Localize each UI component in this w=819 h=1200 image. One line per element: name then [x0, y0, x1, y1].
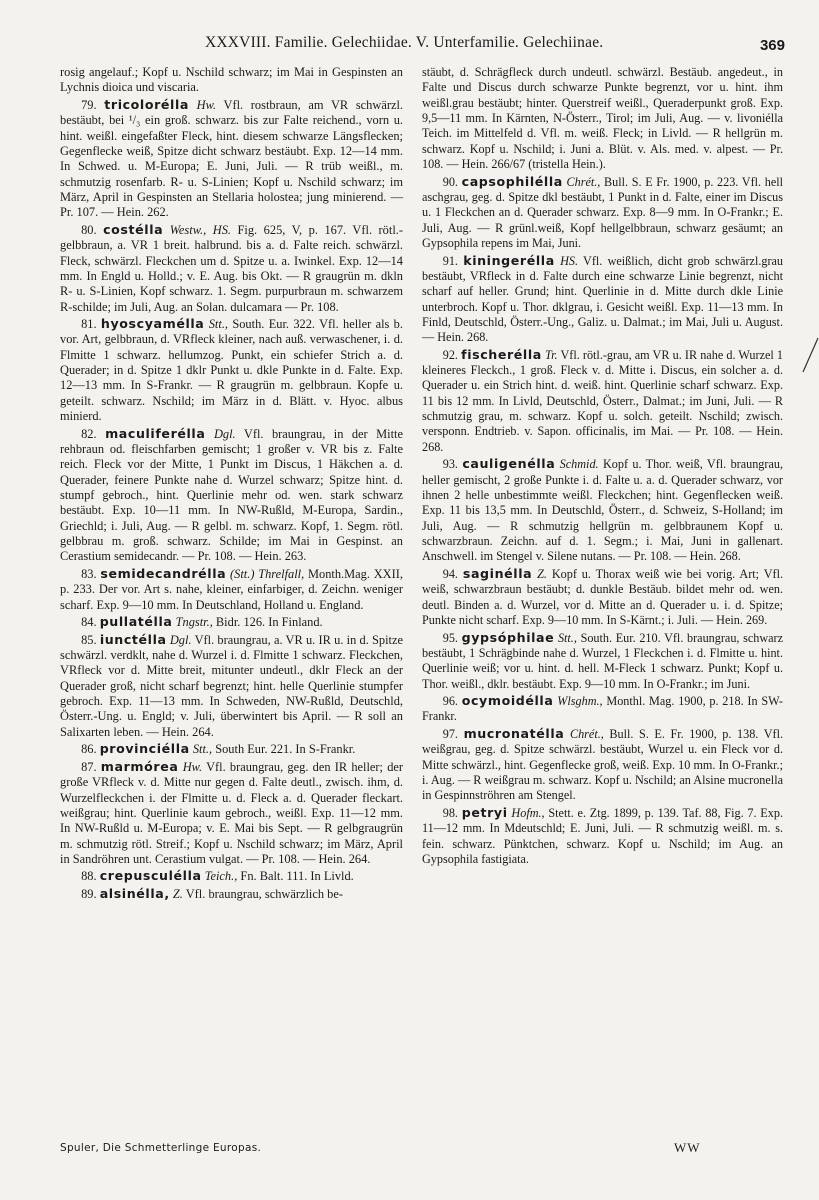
entry-description: Fig. 625, V, p. 167. Vfl. rötl.-gelbbraun, a. VR 1 breit. halbrund. bis a. d. Falte reich. schwärzl. Fleck, schwärzl. Fleckchen um d. Spitze u. a. Iwinkel. Exp. 12—14 mm. In Engld u. Holld.; v. E. Aug. bis Okt. — R graugrün m. dkln R- u. S-Linien, Kopf schwarz. 1. Segm. purpurbraun m. schwarzem R-schilde; im Juli, Aug. an Solan. dulcamara — Pr. 108. — [60, 222, 403, 314]
species-name: mucronatélla — [463, 725, 565, 741]
species-entry — [60, 632, 403, 740]
species-entry — [422, 174, 783, 252]
footer-credit: Spuler, Die Schmetterlinge Europas. — [60, 1142, 262, 1154]
author-citation: Tr. — [545, 347, 558, 362]
species-entry — [422, 253, 783, 346]
entry-description: Vfl. braungrau, in der Mitte rehbraun od. fleischfarben gemischt; 1 großer v. VR bis z. Falte reich. Fleck vor der Mitte, 1 Punkt im Discus, 1 Häkchen a. d. Querader, feinere Punkte nahe d. Wurzel schwarz; Spitze hint. d. stumpf gebroch., hint. Querlinie mehr od. wen. stark schwarz bestäubt. Exp. 10—11 mm. In NW-Rußld, M-Europa, Sardin., Griechld; i. Juli, Aug. — R gelbl. m. schwarz. Kopf, 1. Segm. rötl. gelbbrau m. groß. schwarz. Schilde; im Mai in Gespinst. an Cerastium semidecandr. — Pr. 108. — Hein. 263. — [60, 426, 404, 564]
author-citation: (Stt.) Threlfall, — [230, 566, 305, 581]
entry-number: 87. — [81, 759, 97, 774]
species-name: fischerélla — [461, 346, 542, 362]
entry-number: 98. — [442, 805, 458, 820]
species-name: tricolorélla — [104, 96, 189, 112]
author-citation: Wlsghm., — [557, 694, 603, 709]
author-citation: Stt., — [557, 630, 577, 645]
entry-description: Kopf u. Thorax weiß wie bei vorig. Art; Vfl. weiß, schwarzbraun bestäubt; d. dunkle Bestäub. bildet mehr od. wen. deutl. Binden a. d. Wurzel, vor d. Mitte an d. Querader u. i. d. Spitze; Punkte nicht scharf. Exp. 9—10 mm. In S-Kärnt.; i. Juli. — Hein. 269. — [422, 566, 784, 627]
entry-number: 79. — [81, 97, 97, 112]
left-column — [60, 64, 403, 903]
entry-description: rosig angelauf.; Kopf u. Nschild schwarz; im Mai in Gespinsten an Lychnis dioica und viscaria. — [60, 65, 403, 95]
signature-mark: WW — [674, 1140, 701, 1155]
entry-description: Vfl. rötl.-grau, am VR u. IR nahe d. Wurzel 1 kleineres Fleckch., 1 groß. Fleck v. d. Mitte i. Discus, ein solcher a. d. Querader u. ein Strich hint. d. weiß. hint. Querlinie scharf schwarz. Exp. 11 bis 12 mm. In Livld, Deutschld, Österr., Dalmat.; im Juni, Juli. — R schmutzig grau, m. schwarz. Kopf u. solch. geteilt. Nschild; zwisch. versponn. Endtrieb. v. Sapon. officinalis, im Mai. — Pr. 108. — Hein. 268. — [422, 347, 784, 454]
author-citation: Chrét., — [569, 726, 604, 741]
entry-description: Vfl. rostbraun, am VR schwärzl. bestäubt, bei ¹/₃ ein groß. schwarz. bis zur Falte reichend., vorn u. hint. weißl. eingefaßter Fleck, hint. diesem schwarze Längsflecken; Gegenflecke weiß, Spitze dicht schwarz bestäubt. Exp. 12—14 mm. In Schwed. u. M-Europa; E. Juni, Juli. — R trüb weißl., m. schmutzig rosenfarb. R- u. S-Linien; Kopf u. Nschild schwarz; im März, April in Gespinsten an Stellaria holostea; jung minierend. — Pr. 107. — Hein. 262. — [60, 97, 403, 220]
species-entry — [422, 347, 783, 455]
page-header — [0, 34, 819, 56]
entry-description: Kopf u. Thor. weiß, Vfl. braungrau, heller gemischt, 2 große Punkte i. d. Falte u. a. d. Querader schwarz, vor ihnen 2 helle unbestimmte weißl. Fleckchen; hint. Gegenflecken weiß. Exp. 11 bis 13,5 mm. In Deutschld, Österr., d. Schweiz, S-Holland; im Juli, Aug. — R schmutzig hellgrün m. gelbbraunem Kopf u. schwarzbraun. Zeichn. auf d. 1. Segm.; i. Mai, Juni in gallenart. Anschwell. im Stengel v. Silene nutans. — Pr. 108. — Hein. 268. — [422, 457, 784, 564]
entry-description: Stett. e. Ztg. 1899, p. 139. Taf. 88, Fig. 7. Exp. 11—12 mm. In Mdeutschld; E. Juni, Juli. — R schmutzig weißl. m. s. fein. schwarz. Pünktchen, schwarz. Kopf u. Nschild; im Aug. an Gypsophila fastigiata. — [422, 805, 783, 866]
species-entry — [60, 566, 403, 613]
entry-description: Month.Mag. XXII, p. 233. Der vor. Art s. nahe, kleiner, einfarbiger, d. Zeichn. weniger scharf. Exp. 9—10 mm. In Deutschland, Holland u. England. — [60, 566, 403, 612]
species-name: hyoscyamélla — [100, 316, 205, 332]
margin-pencil-mark — [800, 336, 819, 374]
author-citation: Schmid. — [559, 457, 599, 472]
species-entry — [60, 64, 403, 96]
species-name: crepusculélla — [99, 868, 202, 884]
species-entry — [60, 426, 403, 565]
entry-number: 91. — [442, 253, 458, 268]
entry-number: 88. — [81, 869, 97, 884]
author-citation: Hw. — [182, 759, 203, 774]
species-entry — [60, 614, 403, 630]
species-entry — [60, 868, 403, 884]
species-name: cauligenélla — [462, 456, 556, 472]
species-name: provinciélla — [99, 741, 190, 757]
author-citation: Hofm., — [511, 805, 545, 820]
entry-number: 96. — [442, 694, 458, 709]
running-header-title: XXXVIII. Familie. Gelechiidae. V. Unterfamilie. Gelechiinae. — [205, 34, 604, 51]
entry-description: South Eur. 221. In S-Frankr. — [215, 742, 356, 757]
entry-number: 89. — [81, 886, 97, 901]
entry-number: 82. — [81, 426, 97, 441]
author-citation: Dgl. — [169, 632, 192, 647]
species-name: costélla — [103, 221, 164, 237]
entry-number: 97. — [442, 726, 458, 741]
entry-description: Bidr. 126. In Finland. — [215, 615, 323, 630]
author-citation: Tngstr., — [175, 615, 213, 630]
species-name: alsinélla, — [99, 885, 170, 901]
entry-number: 90. — [442, 174, 458, 189]
entry-description: Bull. S. E. Fr. 1900, p. 138. Vfl. weißgrau, geg. d. Spitze schwärzl. bestäubt, Wurzel u. ein Fleck vor d. Mitte schwärzl., hint. Gegenflecke groß, weiß. Exp. 10 mm. In O-Frankr.; i. Aug. — R weißgrau m. schwarz. Kopf u. Nschild; an Alsine mucronella in Gespinnströhren am Stengel. — [422, 726, 784, 803]
entry-description: Monthl. Mag. 1900, p. 218. In SW-Frankr. — [422, 694, 783, 724]
species-name: iunctélla — [99, 631, 167, 647]
entry-description: Fn. Balt. 111. In Livld. — [240, 869, 354, 884]
entry-number: 83. — [81, 566, 97, 581]
author-citation: Stt., — [192, 742, 213, 757]
author-citation: Z. — [537, 566, 547, 581]
author-citation: Hw. — [196, 97, 217, 112]
species-entry — [60, 741, 403, 757]
right-column — [422, 64, 783, 868]
entry-description: Vfl. weißlich, dicht grob schwärzl.grau bestäubt, VRfleck in d. Falte durch eine schwarze Linie begrenzt, nicht scharf auf heller. Grund; hint. Querlinie in d. Mitte durch dkle Linie unterbroch. Kopf u. Thor. dklgrau, i. Gesicht weißl. Exp. 11—13 mm. In Finld, Deutschld, Österr.-Ung., Galiz. u. Dalmat.; im Mai, Juli u. August. — Hein. 268. — [422, 253, 784, 345]
species-entry — [60, 222, 403, 315]
species-name: maculiferélla — [105, 425, 206, 441]
species-name: kiningerélla — [463, 252, 555, 268]
entry-description: Vfl. braungrau, a. VR u. IR u. in d. Spitze schwärzl. verdklt, nahe d. Wurzel i. d. Flmitte 1 schwarz. Fleckchen, VRfleck vor d. Mitte breit, mitunter undeutl., dklr Fleck an der Querader groß, nicht scharf begrenzt; hint. helle Querlinie stumpfer gebroch. Exp. 11—13 mm. In Schweden, NW-Rußld, Deutschld, Österr.-Ung. u. Engld; v. Juli, überwintert bis April. — R soll an Salixarten leben. — Hein. 264. — [60, 632, 403, 739]
species-entry — [60, 97, 403, 221]
species-name: ocymoidélla — [461, 693, 554, 709]
author-citation: Teich., — [204, 869, 238, 884]
species-name: capsophilélla — [461, 173, 563, 189]
species-name: petryi — [461, 804, 508, 820]
author-citation: HS. — [560, 253, 579, 268]
entry-number: 85. — [81, 632, 97, 647]
entry-number: 94. — [442, 566, 458, 581]
author-citation: Dgl. — [213, 426, 236, 441]
species-name: marmórea — [100, 758, 179, 774]
entry-number: 93. — [442, 457, 458, 472]
species-entry — [422, 726, 783, 804]
species-name: pullatélla — [99, 614, 173, 630]
species-entry — [422, 805, 783, 867]
species-entry — [60, 316, 403, 424]
entry-number: 80. — [81, 222, 97, 237]
entry-description: South. Eur. 322. Vfl. heller als b. vor. Art, gelbbraun, d. VRfleck kleiner, nach auß. verwaschener, i. d. Flmitte 1 schwarz. hellumzog. Punkt, ein schiefer Strich a. d. Querader; in d. Spitze 1 dklr Punkt u. dkle Punkte in d. Falte. Exp. 12—13 mm. In S-Frankr. — R graugrün m. gelbbraun. Kopfe u. geteilt. schwarz. Nschild; im März in d. Blätt. v. Hyoc. albus minierd. — [60, 317, 403, 424]
species-entry — [422, 566, 783, 628]
author-citation: Westw., HS. — [169, 222, 231, 237]
author-citation: Z. — [172, 886, 183, 901]
entry-description: stäubt, d. Schrägfleck durch undeutl. schwärzl. Bestäub. angedeut., in Falte und Discus durch schwarze Punkte begrenzt, vor u. hint. ihm weißl.grau bestäubt; hinter. Querstreif weißl., Queraderpunkt groß. Exp. 9,5—11 mm. In Kärnten, N-Österr., Tirol; im Juli, Aug. — v. livoniélla Teich. im Mittelfeld d. Vfl. m. weiß. Fleck; in Livld. — R hellgrün m. schwarz. Kopf u. Nschild; i. Juni a. Blüt. v. Als. med. v. alpest. — Pr. 108. — Hein. 266/67 (tristella Hein.). — [422, 65, 783, 172]
species-entry — [60, 886, 403, 902]
species-name: gypsóphilae — [461, 629, 555, 645]
entry-description: Vfl. braungrau, geg. den IR heller; der große VRfleck v. d. Mitte nur gegen d. Falte deutl., zwisch. ihm, d. Wurzelfleckchen i. der Flmitte u. d. Fleck a. d. Querader fleckart. weißgrau; hint. Querlinie kaum gebroch., weißl. Exp. 11—12 mm. In NW-Rußld u. M-Europa; v. E. Mai bis Sept. — R gelbgraugrün m. schmutzig rötl. Streif.; Kopf u. Nschild schwarz; im März, April in Sandröhren unt. Cerastium vulgat. — Pr. 108. — Hein. 264. — [60, 759, 404, 866]
species-name: saginélla — [462, 565, 533, 581]
author-citation: Stt., — [208, 317, 229, 332]
entry-description: Bull. S. E Fr. 1900, p. 223. Vfl. hell aschgrau, geg. d. Spitze dkl bestäubt, 1 Punkt in d. Falte, einer im Discus u. 1 Fleckchen an d. Querader schwarz. Exp. 8—9 mm. In O-Frankr.; E. Juli, Aug. — R grünl.weiß, Kopf hellgelbbraun, schwarz gesäumt; an Gypsophila repens im Mai, Juni. — [422, 174, 784, 250]
entry-number: 95. — [442, 630, 458, 645]
entry-description: South. Eur. 210. Vfl. braungrau, schwarz bestäubt, 1 Schrägbinde nahe d. Wurzel, 1 Fleckchen i. d. Flmitte u. hint. Querlinie weiß; vor u. hint. d. hell. M-Fleck 1 schwarz. Punkt; Kopf u. Thor. weißl., dklr. bestäubt. Exp. 9—10 mm. In O-Frankr.; im Juni. — [422, 630, 784, 691]
entry-number: 92. — [442, 347, 458, 362]
species-name: semidecandrélla — [100, 565, 227, 581]
entry-description: Vfl. braungrau, schwärzlich be- — [185, 886, 343, 901]
species-entry — [422, 64, 783, 172]
species-entry — [422, 693, 783, 725]
entry-number: 84. — [81, 615, 97, 630]
entry-number: 81. — [81, 317, 97, 332]
species-entry — [60, 759, 403, 867]
author-citation: Chrét., — [566, 174, 601, 189]
page-number: 369 — [759, 37, 785, 54]
species-entry — [422, 630, 783, 692]
entry-number: 86. — [81, 742, 97, 757]
species-entry — [422, 456, 783, 564]
